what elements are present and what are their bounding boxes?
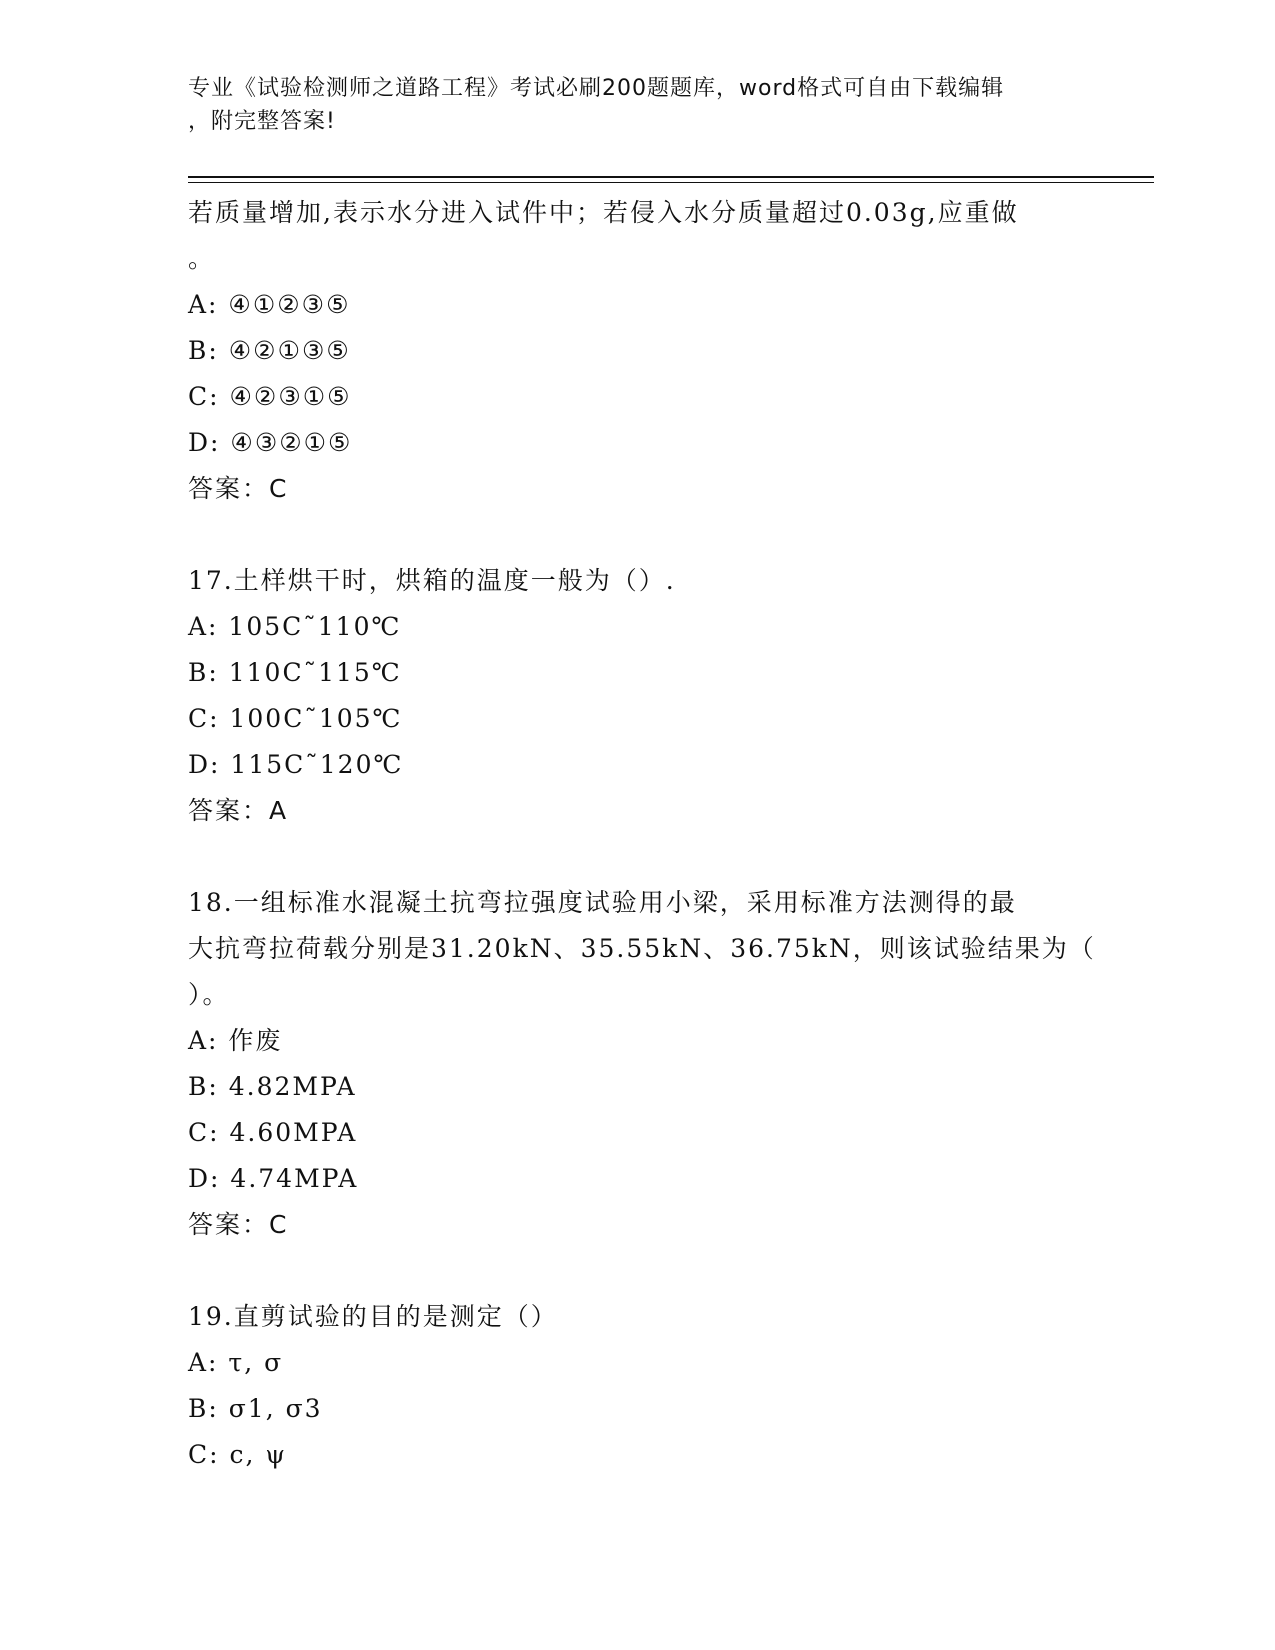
question-16-option-a: A: ④①②③⑤ [188, 290, 351, 319]
question-16-text-line-1: 若质量增加,表示水分进入试件中；若侵入水分质量超过0.03g,应重做 [188, 198, 1019, 227]
question-18-option-c: C: 4.60MPA [188, 1118, 358, 1147]
question-16-option-d: D: ④③②①⑤ [188, 428, 353, 457]
question-18 [188, 880, 1096, 1248]
spacer [188, 834, 1088, 880]
question-18-answer: 答案：C [188, 1210, 289, 1239]
question-17-answer: 答案：A [188, 796, 289, 825]
question-18-text-line-2: 大抗弯拉荷载分别是31.20kN、35.55kN、36.75kN，则该试验结果为（ [188, 934, 1096, 963]
question-19-option-a: A: τ, σ [188, 1348, 284, 1377]
header-divider-thick [188, 176, 1154, 178]
question-17 [188, 558, 1088, 834]
question-18-text-line-1: 18.一组标准水混凝土抗弯拉强度试验用小梁，采用标准方法测得的最 [188, 888, 1017, 917]
document-body [188, 190, 1096, 1478]
question-18-option-b: B: 4.82MPA [188, 1072, 357, 1101]
document-header [188, 72, 1088, 138]
question-19-option-c: C: c, ψ [188, 1440, 287, 1469]
question-17-text: 17.土样烘干时，烘箱的温度一般为（）. [188, 566, 676, 595]
question-16-text-line-2: 。 [188, 244, 216, 273]
spacer [188, 1248, 1088, 1294]
question-19-text: 19.直剪试验的目的是测定（） [188, 1302, 558, 1331]
question-18-option-a: A: 作废 [188, 1026, 283, 1055]
question-16-option-c: C: ④②③①⑤ [188, 382, 352, 411]
question-17-option-a: A: 105C˜110℃ [188, 612, 402, 641]
question-17-option-c: C: 100C˜105℃ [188, 704, 403, 733]
question-16-answer: 答案：C [188, 474, 289, 503]
spacer [188, 512, 1088, 558]
question-19 [188, 1294, 1088, 1478]
question-19-option-b: B: σ1, σ3 [188, 1394, 323, 1423]
question-16-option-b: B: ④②①③⑤ [188, 336, 351, 365]
header-line-1: 专业《试验检测师之道路工程》考试必刷200题题库，word格式可自由下载编辑 [188, 76, 1005, 101]
question-18-option-d: D: 4.74MPA [188, 1164, 359, 1193]
header-divider-thin [188, 182, 1154, 183]
question-17-option-d: D: 115C˜120℃ [188, 750, 404, 779]
question-17-option-b: B: 110C˜115℃ [188, 658, 402, 687]
question-16-continuation [188, 190, 1088, 512]
question-18-text-line-3: ）。 [188, 980, 230, 1009]
header-line-2: ，附完整答案! [188, 109, 336, 134]
